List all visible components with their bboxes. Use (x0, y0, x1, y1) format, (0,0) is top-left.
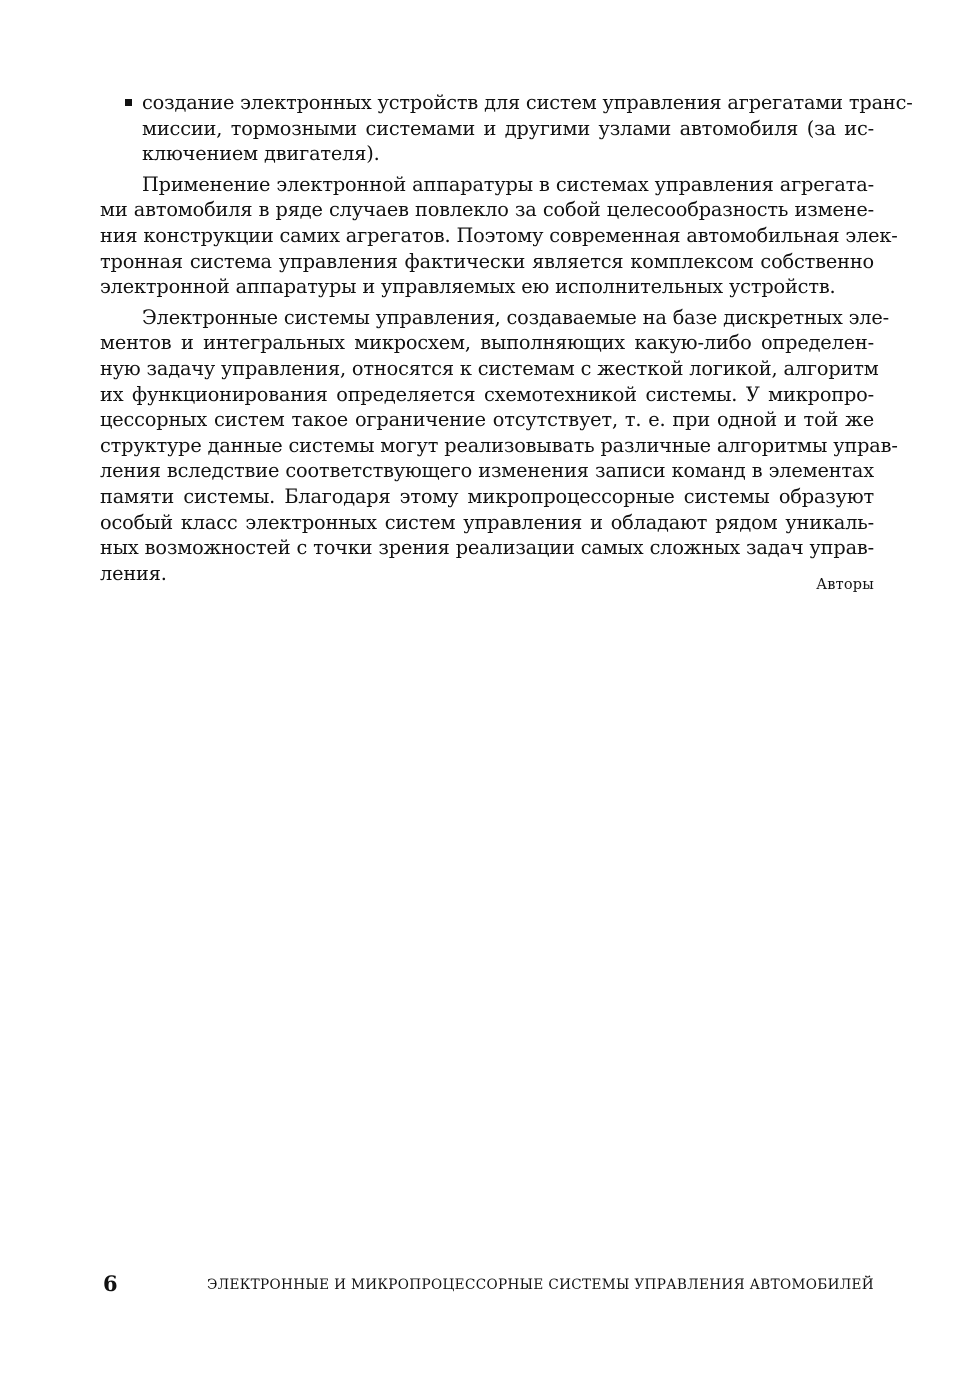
paragraph-line: структуре данные системы могут реализовывать различные алгоритмы управ- (100, 433, 898, 457)
paragraph-line: ления вследствие соответствующего изменения записи команд в элементах (100, 459, 874, 483)
body-text (100, 90, 913, 586)
paragraph-line: особый класс электронных систем управления и обладают рядом уникаль- (100, 510, 874, 534)
bullet-line: ключением двигателя). (142, 142, 380, 166)
paragraph-line: их функционирования определяется схемотехникой системы. У микропро- (100, 382, 874, 406)
paragraph-1 (100, 172, 898, 300)
running-title: ЭЛЕКТРОННЫЕ И МИКРОПРОЦЕССОРНЫЕ СИСТЕМЫ УПРАВЛЕНИЯ АВТОМОБИЛЕЙ (207, 1277, 874, 1293)
bullet-item (100, 90, 913, 167)
paragraph-line: Применение электронной аппаратуры в системах управления агрегата- (142, 172, 874, 196)
paragraph-line: памяти системы. Благодаря этому микропроцессорные системы образуют (100, 484, 874, 508)
bullet-line: миссии, тормозными системами и другими узлами автомобиля (за ис- (142, 116, 874, 140)
page-number: 6 (103, 1271, 118, 1296)
paragraph-line: ную задачу управления, относятся к системам с жесткой логикой, алгоритм (100, 356, 879, 380)
paragraph-line: электронной аппаратуры и управляемых ею исполнительных устройств. (100, 275, 836, 299)
paragraph-line: ми автомобиля в ряде случаев повлекло за собой целесообразность измене- (100, 198, 874, 222)
paragraph-line: ментов и интегральных микросхем, выполняющих какую-либо определен- (100, 331, 874, 355)
signature-authors: Авторы (816, 577, 874, 593)
paragraph-line: ления. (100, 561, 167, 585)
paragraph-line: тронная система управления фактически является комплексом собственно (100, 249, 874, 273)
paragraph-line: ния конструкции самих агрегатов. Поэтому современная автомобильная элек- (100, 223, 898, 247)
paragraph-line: ных возможностей с точки зрения реализации самых сложных задач управ- (100, 536, 874, 560)
paragraph-line: Электронные системы управления, создаваемые на базе дискретных эле- (142, 305, 890, 329)
paragraph-line: цессорных систем такое ограничение отсутствует, т. е. при одной и той же (100, 408, 874, 432)
bullet-line: создание электронных устройств для систем управления агрегатами транс- (100, 90, 874, 116)
bullet-square-icon (125, 99, 132, 106)
paragraph-2 (100, 305, 898, 587)
